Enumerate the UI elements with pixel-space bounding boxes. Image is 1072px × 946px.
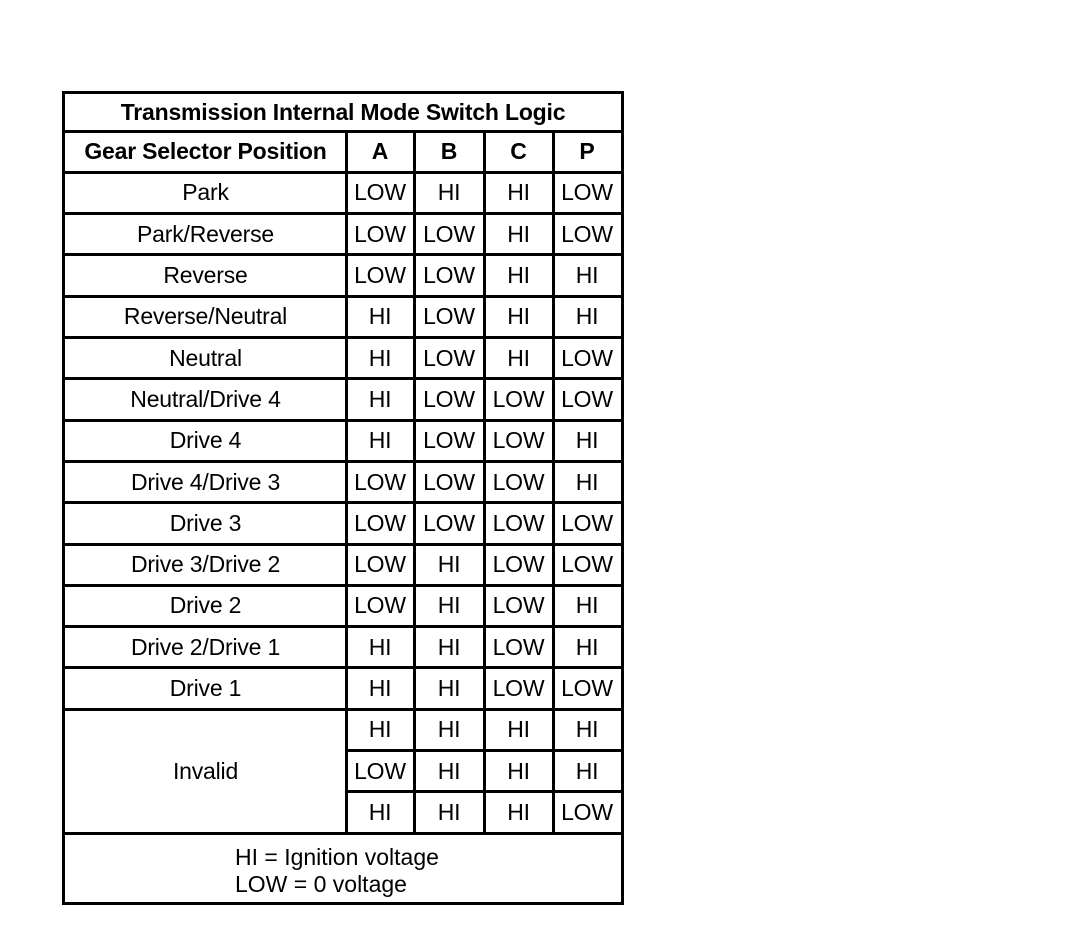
state-cell-p: LOW	[561, 509, 613, 536]
state-cell-b: HI	[437, 179, 461, 206]
header-col-c: C	[510, 138, 527, 165]
gear-position-cell: Reverse	[163, 262, 248, 289]
invalid-state-cell-a: HI	[368, 716, 392, 743]
gear-position-cell: Drive 1	[169, 675, 242, 702]
invalid-state-cell-a: LOW	[354, 757, 406, 784]
gear-position-cell: Drive 3/Drive 2	[130, 551, 281, 578]
row-divider	[65, 377, 621, 380]
state-cell-p: LOW	[561, 344, 613, 371]
invalid-state-cell-p: HI	[575, 716, 599, 743]
state-cell-c: LOW	[492, 633, 545, 660]
header-col-b: B	[440, 138, 458, 165]
invalid-state-cell-b: HI	[437, 716, 461, 743]
gear-position-cell: Drive 2	[169, 592, 242, 619]
state-cell-p: HI	[575, 303, 599, 330]
invalid-state-cell-p: LOW	[561, 798, 613, 825]
state-cell-p: HI	[575, 592, 599, 619]
state-cell-a: HI	[368, 675, 392, 702]
state-cell-a: LOW	[354, 509, 406, 536]
row-divider	[65, 666, 621, 669]
state-cell-p: LOW	[561, 385, 613, 412]
state-cell-a: HI	[368, 344, 392, 371]
state-cell-a: LOW	[354, 220, 406, 247]
row-divider	[65, 171, 621, 174]
row-divider	[65, 419, 621, 422]
legend-low: LOW = 0 voltage	[235, 871, 407, 897]
state-cell-c: HI	[507, 262, 530, 289]
row-divider	[65, 625, 621, 628]
state-cell-p: HI	[575, 633, 599, 660]
mode-switch-logic-table	[62, 91, 624, 905]
state-cell-c: LOW	[492, 675, 545, 702]
gear-position-cell: Park	[182, 179, 229, 206]
column-divider	[552, 131, 555, 833]
state-cell-a: HI	[368, 427, 392, 454]
state-cell-p: LOW	[561, 675, 613, 702]
row-divider	[65, 584, 621, 587]
row-divider	[65, 130, 621, 133]
state-cell-b: LOW	[423, 344, 475, 371]
invalid-state-cell-c: HI	[507, 798, 530, 825]
invalid-state-cell-c: HI	[507, 757, 530, 784]
row-divider	[65, 295, 621, 298]
table-title: Transmission Internal Mode Switch Logic	[120, 99, 566, 125]
state-cell-c: HI	[507, 303, 530, 330]
invalid-state-cell-c: HI	[507, 716, 530, 743]
state-cell-p: LOW	[561, 551, 613, 578]
state-cell-b: LOW	[423, 220, 475, 247]
header-col-p: P	[579, 138, 595, 165]
gear-position-cell: Drive 4	[169, 427, 242, 454]
column-divider	[413, 131, 416, 833]
row-divider	[65, 253, 621, 256]
state-cell-b: LOW	[423, 303, 475, 330]
gear-position-cell: Park/Reverse	[137, 220, 274, 247]
gear-position-cell: Neutral/Drive 4	[130, 385, 281, 412]
row-divider	[65, 708, 621, 711]
invalid-state-cell-b: HI	[437, 757, 461, 784]
state-cell-c: LOW	[492, 592, 545, 619]
state-cell-p: LOW	[561, 220, 613, 247]
state-cell-c: LOW	[492, 551, 545, 578]
state-cell-c: HI	[507, 179, 530, 206]
state-cell-c: LOW	[492, 468, 545, 495]
gear-position-cell: Neutral	[169, 344, 242, 371]
state-cell-b: HI	[437, 633, 461, 660]
column-divider	[483, 131, 486, 833]
row-divider	[65, 501, 621, 504]
state-cell-a: LOW	[354, 592, 406, 619]
state-cell-c: LOW	[492, 509, 545, 536]
state-cell-p: HI	[575, 468, 599, 495]
state-cell-b: LOW	[423, 427, 475, 454]
state-cell-a: LOW	[354, 551, 406, 578]
state-cell-a: LOW	[354, 468, 406, 495]
state-cell-p: HI	[575, 262, 599, 289]
header-gear-selector-position: Gear Selector Position	[84, 138, 327, 165]
gear-position-cell: Reverse/Neutral	[123, 303, 288, 330]
state-cell-b: HI	[437, 592, 461, 619]
state-cell-b: LOW	[423, 468, 475, 495]
state-cell-c: HI	[507, 220, 530, 247]
invalid-state-cell-b: HI	[437, 798, 461, 825]
column-divider	[345, 131, 348, 833]
state-cell-p: HI	[575, 427, 599, 454]
gear-position-cell: Drive 2/Drive 1	[130, 633, 281, 660]
row-divider	[65, 832, 621, 835]
gear-position-cell: Drive 3	[169, 509, 242, 536]
state-cell-b: HI	[437, 675, 461, 702]
row-divider	[65, 212, 621, 215]
row-divider	[65, 543, 621, 546]
gear-position-cell: Drive 4/Drive 3	[130, 468, 281, 495]
invalid-position-label: Invalid	[172, 757, 239, 784]
state-cell-b: HI	[437, 551, 461, 578]
state-cell-a: LOW	[354, 262, 406, 289]
row-divider	[65, 460, 621, 463]
invalid-state-cell-a: HI	[368, 798, 392, 825]
header-col-a: A	[371, 138, 389, 165]
state-cell-c: HI	[507, 344, 530, 371]
invalid-state-cell-p: HI	[575, 757, 599, 784]
state-cell-a: HI	[368, 385, 392, 412]
state-cell-c: LOW	[492, 385, 545, 412]
row-divider	[65, 336, 621, 339]
state-cell-p: LOW	[561, 179, 613, 206]
state-cell-a: HI	[368, 633, 392, 660]
state-cell-b: LOW	[423, 385, 475, 412]
state-cell-a: HI	[368, 303, 392, 330]
state-cell-b: LOW	[423, 509, 475, 536]
legend-hi: HI = Ignition voltage	[235, 844, 439, 870]
state-cell-a: LOW	[354, 179, 406, 206]
state-cell-b: LOW	[423, 262, 475, 289]
state-cell-c: LOW	[492, 427, 545, 454]
